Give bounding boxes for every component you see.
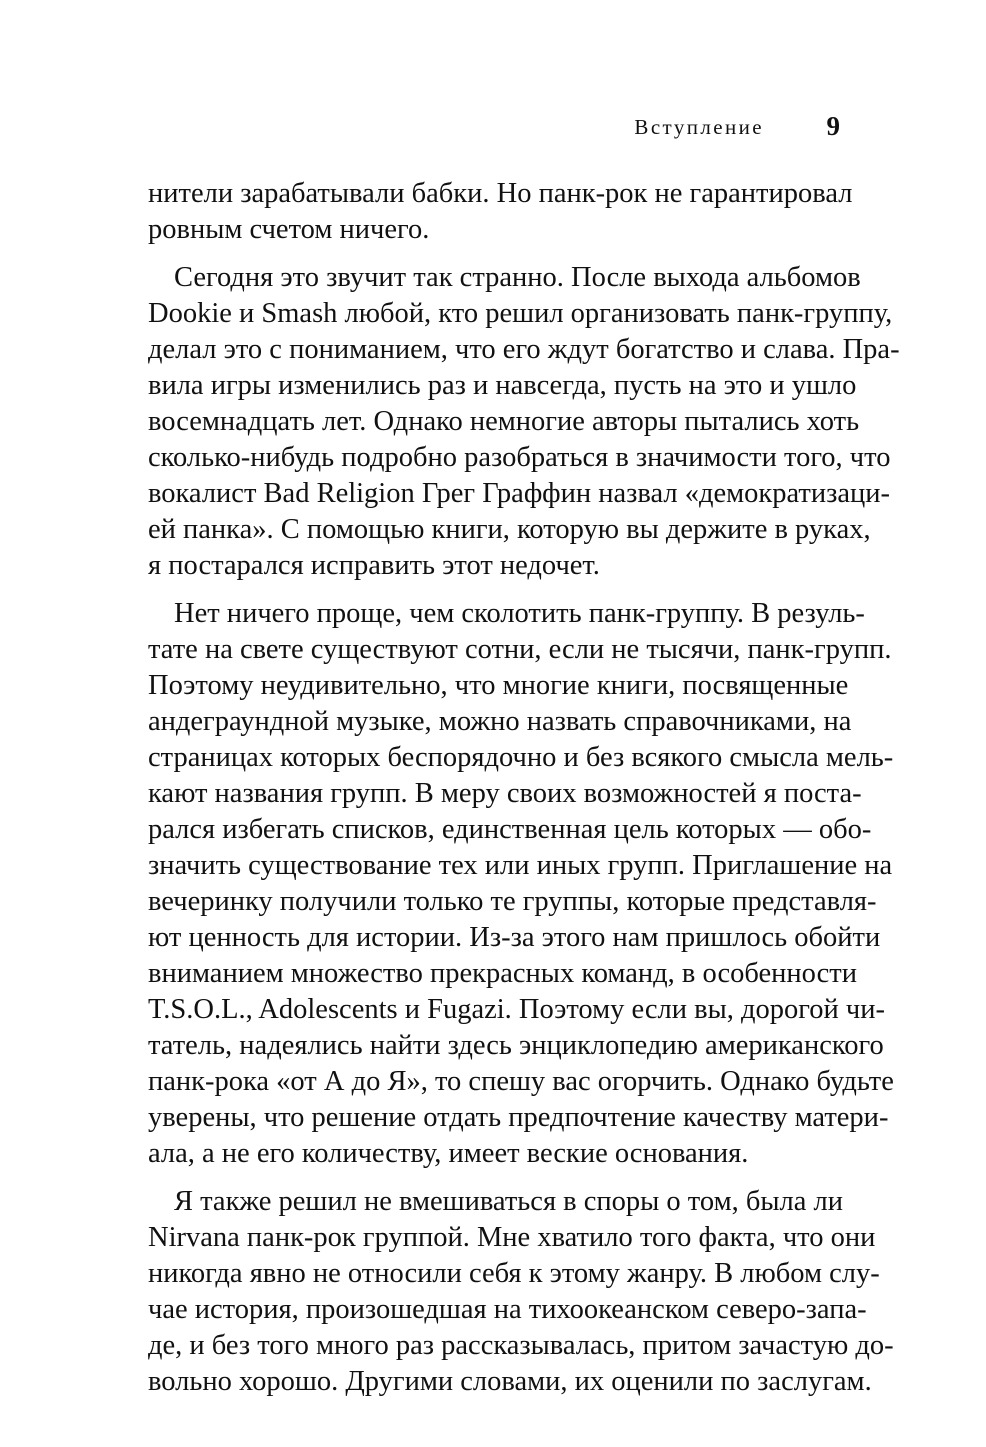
text-line: ют ценность для истории. Из-за этого нам пришлось обойти: [148, 922, 881, 953]
text-line: Dookie и Smash любой, кто решил организовать панк-группу,: [148, 298, 893, 329]
page-number: 9: [826, 111, 840, 141]
text-line: вольно хорошо. Другими словами, их оценили по заслугам.: [148, 1366, 872, 1397]
text-line: Нет ничего проще, чем сколотить панк-группу. В резуль-: [174, 598, 865, 629]
paragraph-2: [148, 260, 900, 584]
paragraph-3: [148, 596, 894, 1172]
paragraph-4: [148, 1184, 894, 1400]
text-line: вечеринку получили только те группы, которые представля-: [148, 886, 877, 917]
text-line: Я также решил не вмешиваться в споры о том, была ли: [174, 1186, 843, 1217]
text-line: сколько-нибудь подробно разобраться в значимости того, что: [148, 442, 891, 473]
text-line: вокалист Bad Religion Грег Граффин назвал «демократизаци-: [148, 478, 891, 509]
text-line: Сегодня это звучит так странно. После выхода альбомов: [174, 262, 861, 293]
text-line: андеграундной музыке, можно назвать справочниками, на: [148, 706, 852, 737]
section-title: Вступление: [634, 115, 764, 139]
text-line: рался избегать списков, единственная цель которых — обо-: [148, 814, 872, 845]
text-line: ровным счетом ничего.: [148, 214, 430, 245]
text-line: T.S.O.L., Adolescents и Fugazi. Поэтому если вы, дорогой чи-: [148, 994, 885, 1025]
text-line: татель, надеялись найти здесь энциклопедию американского: [148, 1030, 884, 1061]
text-line: страницах которых беспорядочно и без всякого смысла мель-: [148, 742, 894, 773]
running-header: [148, 111, 840, 145]
body-text: [148, 176, 900, 1400]
text-line: Nirvana панк-рок группой. Мне хватило того факта, что они: [148, 1222, 876, 1253]
text-line: ей панка». С помощью книги, которую вы держите в руках,: [148, 514, 871, 545]
text-line: нители зарабатывали бабки. Но панк-рок не гарантировал: [148, 178, 853, 209]
text-line: чае история, произошедшая на тихоокеанском северо-запа-: [148, 1294, 867, 1325]
text-line: ала, а не его количеству, имеет веские основания.: [148, 1138, 749, 1169]
text-line: никогда явно не относили себя к этому жанру. В любом слу-: [148, 1258, 880, 1289]
text-line: вила игры изменились раз и навсегда, пусть на это и ушло: [148, 370, 857, 401]
text-line: значить существование тех или иных групп. Приглашение на: [148, 850, 893, 881]
text-line: кают названия групп. В меру своих возможностей я поста-: [148, 778, 862, 809]
text-line: де, и без того много раз рассказывалась, притом зачастую до-: [148, 1330, 894, 1361]
text-line: тате на свете существуют сотни, если не тысячи, панк-групп.: [148, 634, 892, 665]
paragraph-1: [148, 176, 853, 248]
text-line: панк-рока «от А до Я», то спешу вас огорчить. Однако будьте: [148, 1066, 894, 1097]
text-line: уверены, что решение отдать предпочтение качеству матери-: [148, 1102, 889, 1133]
text-line: я постарался исправить этот недочет.: [148, 550, 600, 581]
text-line: вниманием множество прекрасных команд, в особенности: [148, 958, 857, 989]
text-line: делал это с пониманием, что его ждут богатство и слава. Пра-: [148, 334, 900, 365]
text-line: восемнадцать лет. Однако немногие авторы пытались хоть: [148, 406, 860, 437]
text-line: Поэтому неудивительно, что многие книги, посвященные: [148, 670, 849, 701]
